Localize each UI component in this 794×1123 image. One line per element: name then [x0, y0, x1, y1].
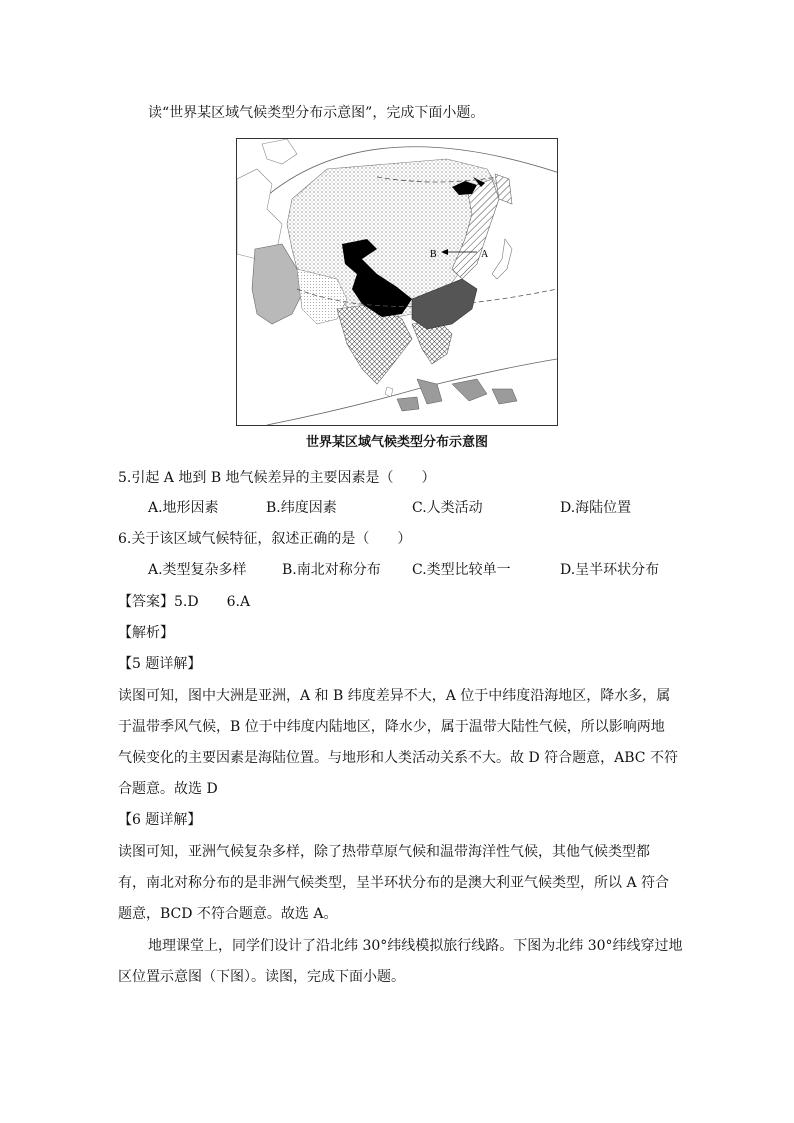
next-intro-line: 区位置示意图（下图）。读图，完成下面小题。	[118, 969, 405, 985]
q5-options	[148, 499, 708, 517]
q6-option-c: C.类型比较单一	[412, 562, 511, 578]
q6-option-d: D.呈半环状分布	[560, 562, 660, 578]
map-caption: 世界某区域气候类型分布示意图	[305, 435, 488, 450]
analysis-title: 【解析】	[118, 625, 174, 641]
detail6-line: 题意，BCD 不符合题意。故选 A。	[118, 906, 338, 922]
detail5-title: 【5 题详解】	[118, 656, 202, 672]
q6-option-a: A.类型复杂多样	[148, 562, 247, 578]
detail6-line: 读图可知，亚洲气候复杂多样，除了热带草原气候和温带海洋性气候，其他气候类型都	[118, 844, 650, 860]
detail5-line: 读图可知，图中大洲是亚洲，A 和 B 纬度差异不大，A 位于中纬度沿海地区，降水多，属	[118, 688, 671, 704]
climate-map	[236, 138, 558, 426]
q6-option-b: B.南北对称分布	[282, 562, 381, 578]
detail6-title: 【6 题详解】	[118, 812, 202, 828]
label-a: A	[481, 249, 489, 260]
intro-text: 读“世界某区域气候类型分布示意图”，完成下面小题。	[148, 105, 485, 121]
japan-outline	[492, 239, 512, 279]
q5-option-d: D.海陆位置	[560, 500, 632, 516]
detail5-line: 合题意。故选 D	[118, 781, 218, 797]
q5-option-b: B.纬度因素	[266, 500, 337, 516]
label-b: B	[430, 249, 437, 260]
q6-options	[148, 561, 708, 579]
detail6-line: 有，南北对称分布的是非洲气候类型，呈半环状分布的是澳大利亚气候类型，所以 A 符合	[118, 875, 670, 891]
detail5-line: 气候变化的主要因素是海陆位置。与地形和人类活动关系不大。故 D 符合题意，ABC 不符	[118, 750, 678, 766]
q5-option-a: A.地形因素	[148, 500, 219, 516]
q5-option-c: C.人类活动	[412, 500, 483, 516]
detail5-line: 于温带季风气候，B 位于中纬度内陆地区，降水少，属于温带大陆性气候，所以影响两地	[118, 719, 665, 735]
q5-stem: 5.引起 A 地到 B 地气候差异的主要因素是（ ）	[118, 470, 436, 486]
next-intro-line: 地理课堂上，同学们设计了沿北纬 30°纬线模拟旅行线路。下图为北纬 30°纬线穿过地	[148, 938, 683, 954]
answer-line: 【答案】5.D 6.A	[118, 594, 251, 610]
q6-stem: 6.关于该区域气候特征，叙述正确的是（ ）	[118, 531, 412, 547]
